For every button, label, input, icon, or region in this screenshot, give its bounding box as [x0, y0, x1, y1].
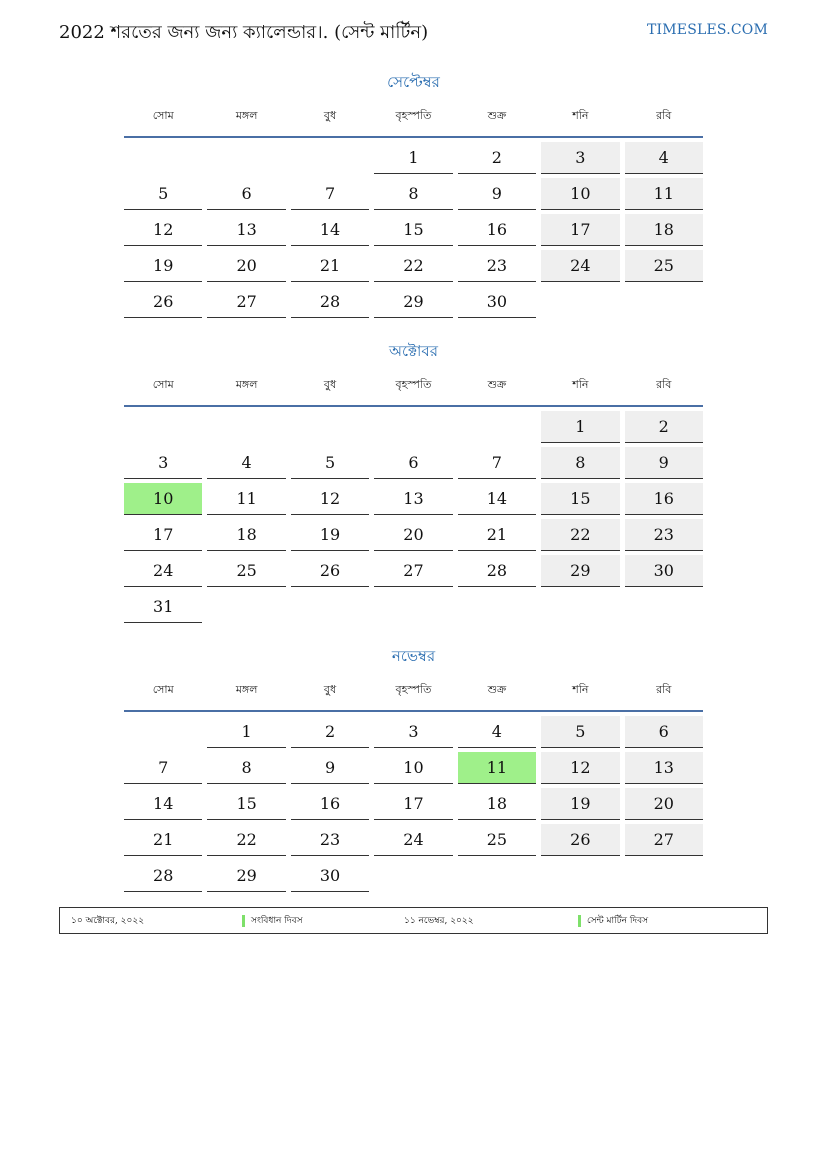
legend-event: [578, 908, 648, 933]
day-cell[interactable]: 27: [207, 286, 285, 318]
day-cell[interactable]: 22: [541, 519, 619, 551]
day-cell[interactable]: 14: [291, 214, 369, 246]
weekday-label: শুক্র: [487, 377, 507, 391]
day-cell[interactable]: 27: [374, 555, 452, 587]
day-cell[interactable]: 8: [207, 752, 285, 784]
day-cell[interactable]: 6: [207, 178, 285, 210]
empty-cell: [374, 411, 452, 443]
weekday-label: বৃহস্পতি: [395, 108, 432, 122]
day-cell[interactable]: 23: [625, 519, 703, 551]
week-row: [124, 447, 703, 479]
day-cell[interactable]: 18: [207, 519, 285, 551]
day-cell[interactable]: 30: [291, 860, 369, 892]
empty-cell: [374, 591, 452, 623]
day-cell[interactable]: 3: [374, 716, 452, 748]
empty-cell: [124, 411, 202, 443]
empty-cell: [207, 411, 285, 443]
day-cell[interactable]: 23: [291, 824, 369, 856]
week-row: [124, 411, 703, 443]
weekday-label: সোম: [152, 377, 174, 391]
legend-date: ১১ নভেম্বর, ২০২২: [404, 916, 474, 926]
weekday-label: রবি: [656, 108, 672, 122]
day-cell[interactable]: 25: [625, 250, 703, 282]
holiday-marker-icon: [578, 915, 581, 927]
day-cell[interactable]: 14: [124, 788, 202, 820]
day-cell[interactable]: 12: [124, 214, 202, 246]
day-cell[interactable]: 10: [541, 178, 619, 210]
day-cell[interactable]: 5: [291, 447, 369, 479]
month-september: [124, 68, 703, 322]
day-cell[interactable]: 26: [124, 286, 202, 318]
empty-cell: [541, 286, 619, 318]
day-cell[interactable]: 16: [458, 214, 536, 246]
empty-cell: [124, 142, 202, 174]
empty-cell: [374, 860, 452, 892]
day-cell[interactable]: 12: [541, 752, 619, 784]
week-row: [124, 555, 703, 587]
day-cell[interactable]: 14: [458, 483, 536, 515]
day-cell[interactable]: 1: [541, 411, 619, 443]
weekday-label: শনি: [572, 377, 589, 391]
day-cell[interactable]: 19: [541, 788, 619, 820]
day-cell[interactable]: 8: [374, 178, 452, 210]
day-cell[interactable]: 15: [374, 214, 452, 246]
day-cell[interactable]: 5: [541, 716, 619, 748]
empty-cell: [458, 591, 536, 623]
weekday-label: মঙ্গল: [235, 377, 258, 391]
week-row: [124, 286, 703, 318]
holiday-marker-icon: [242, 915, 245, 927]
weekday-label: সোম: [152, 682, 174, 696]
day-cell[interactable]: 20: [374, 519, 452, 551]
month-title: সেপ্টেম্বর: [387, 73, 440, 91]
weekday-label: বৃহস্পতি: [395, 682, 432, 696]
empty-cell: [625, 591, 703, 623]
day-cell[interactable]: 1: [374, 142, 452, 174]
empty-cell: [541, 591, 619, 623]
day-cell[interactable]: 28: [458, 555, 536, 587]
empty-cell: [458, 860, 536, 892]
weekday-label: শনি: [572, 108, 589, 122]
day-cell[interactable]: 9: [625, 447, 703, 479]
day-cell[interactable]: 29: [374, 286, 452, 318]
day-cell[interactable]: 16: [625, 483, 703, 515]
day-cell[interactable]: 26: [541, 824, 619, 856]
weekday-label: বৃহস্পতি: [395, 377, 432, 391]
weekday-header: [124, 670, 703, 712]
day-cell[interactable]: 15: [541, 483, 619, 515]
weekday-header: [124, 96, 703, 138]
day-cell[interactable]: 11: [207, 483, 285, 515]
legend-event-label: সেন্ট মার্টিন দিবস: [587, 916, 649, 926]
day-cell[interactable]: 20: [207, 250, 285, 282]
holiday-legend: [59, 907, 768, 934]
empty-cell: [124, 716, 202, 748]
day-cell[interactable]: 17: [124, 519, 202, 551]
legend-event: [242, 908, 303, 933]
day-cell[interactable]: 22: [207, 824, 285, 856]
weekday-label: মঙ্গল: [235, 108, 258, 122]
day-cell[interactable]: 4: [207, 447, 285, 479]
day-cell[interactable]: 6: [625, 716, 703, 748]
day-cell[interactable]: 21: [124, 824, 202, 856]
day-cell[interactable]: 21: [458, 519, 536, 551]
empty-cell: [625, 860, 703, 892]
week-row: [124, 752, 703, 784]
day-cell[interactable]: 3: [541, 142, 619, 174]
day-cell[interactable]: 10: [374, 752, 452, 784]
day-cell[interactable]: 30: [625, 555, 703, 587]
week-row: [124, 483, 703, 515]
day-cell[interactable]: 13: [207, 214, 285, 246]
day-cell[interactable]: 28: [124, 860, 202, 892]
weekday-label: শুক্র: [487, 108, 507, 122]
day-cell[interactable]: 24: [124, 555, 202, 587]
day-cell[interactable]: 19: [291, 519, 369, 551]
day-cell[interactable]: 3: [124, 447, 202, 479]
weekday-label: রবি: [656, 682, 672, 696]
week-row: [124, 824, 703, 856]
week-row: [124, 250, 703, 282]
site-link[interactable]: TIMESLES.COM: [647, 22, 768, 38]
day-cell[interactable]: 24: [541, 250, 619, 282]
month-title: নভেম্বর: [391, 647, 436, 665]
weekday-label: শনি: [572, 682, 589, 696]
day-cell[interactable]: 18: [625, 214, 703, 246]
week-row: [124, 214, 703, 246]
day-cell[interactable]: 7: [458, 447, 536, 479]
day-cell[interactable]: 24: [374, 824, 452, 856]
day-cell[interactable]: 9: [458, 178, 536, 210]
day-cell[interactable]: 8: [541, 447, 619, 479]
day-cell[interactable]: 7: [291, 178, 369, 210]
empty-cell: [458, 411, 536, 443]
week-row: [124, 860, 703, 892]
day-cell[interactable]: 28: [291, 286, 369, 318]
day-cell[interactable]: 2: [458, 142, 536, 174]
month-october: [124, 337, 703, 627]
day-cell[interactable]: 19: [124, 250, 202, 282]
day-cell[interactable]: 9: [291, 752, 369, 784]
week-row: [124, 178, 703, 210]
weekday-label: সোম: [152, 108, 174, 122]
day-cell[interactable]: 21: [291, 250, 369, 282]
day-cell[interactable]: 30: [458, 286, 536, 318]
day-cell[interactable]: 11: [458, 752, 536, 784]
day-cell[interactable]: 29: [207, 860, 285, 892]
day-cell[interactable]: 17: [374, 788, 452, 820]
day-cell[interactable]: 12: [291, 483, 369, 515]
weekday-label: মঙ্গল: [235, 682, 258, 696]
week-row: [124, 591, 703, 623]
empty-cell: [541, 860, 619, 892]
day-cell[interactable]: 22: [374, 250, 452, 282]
empty-cell: [291, 142, 369, 174]
day-cell[interactable]: 20: [625, 788, 703, 820]
empty-cell: [291, 411, 369, 443]
page-title: 2022 শরতের জন্য জন্য ক্যালেন্ডার।. (সেন্ট মার্টিন): [59, 22, 429, 43]
weekday-label: বুধ: [323, 377, 337, 391]
day-cell[interactable]: 16: [291, 788, 369, 820]
empty-cell: [625, 286, 703, 318]
day-cell[interactable]: 4: [625, 142, 703, 174]
day-cell[interactable]: 1: [207, 716, 285, 748]
day-cell[interactable]: 18: [458, 788, 536, 820]
day-cell[interactable]: 31: [124, 591, 202, 623]
empty-cell: [207, 591, 285, 623]
day-cell[interactable]: 23: [458, 250, 536, 282]
day-cell[interactable]: 11: [625, 178, 703, 210]
week-row: [124, 716, 703, 748]
week-row: [124, 519, 703, 551]
legend-date: ১০ অক্টোবর, ২০২২: [71, 916, 145, 926]
month-november: [124, 642, 703, 896]
day-cell[interactable]: 25: [207, 555, 285, 587]
day-cell[interactable]: 13: [374, 483, 452, 515]
weekday-label: রবি: [656, 377, 672, 391]
weekday-label: শুক্র: [487, 682, 507, 696]
week-row: [124, 142, 703, 174]
day-cell[interactable]: 15: [207, 788, 285, 820]
empty-cell: [291, 591, 369, 623]
day-cell[interactable]: 26: [291, 555, 369, 587]
day-cell[interactable]: 17: [541, 214, 619, 246]
day-cell[interactable]: 29: [541, 555, 619, 587]
day-cell[interactable]: 13: [625, 752, 703, 784]
day-cell[interactable]: 5: [124, 178, 202, 210]
day-cell[interactable]: 25: [458, 824, 536, 856]
day-cell[interactable]: 7: [124, 752, 202, 784]
day-cell[interactable]: 2: [291, 716, 369, 748]
day-cell[interactable]: 4: [458, 716, 536, 748]
weekday-label: বুধ: [323, 108, 337, 122]
weekday-header: [124, 365, 703, 407]
empty-cell: [207, 142, 285, 174]
day-cell[interactable]: 6: [374, 447, 452, 479]
day-cell[interactable]: 10: [124, 483, 202, 515]
week-row: [124, 788, 703, 820]
legend-event-label: সংবিধান দিবস: [251, 916, 303, 926]
month-title: অক্টোবর: [388, 342, 439, 360]
weekday-label: বুধ: [323, 682, 337, 696]
day-cell[interactable]: 27: [625, 824, 703, 856]
day-cell[interactable]: 2: [625, 411, 703, 443]
